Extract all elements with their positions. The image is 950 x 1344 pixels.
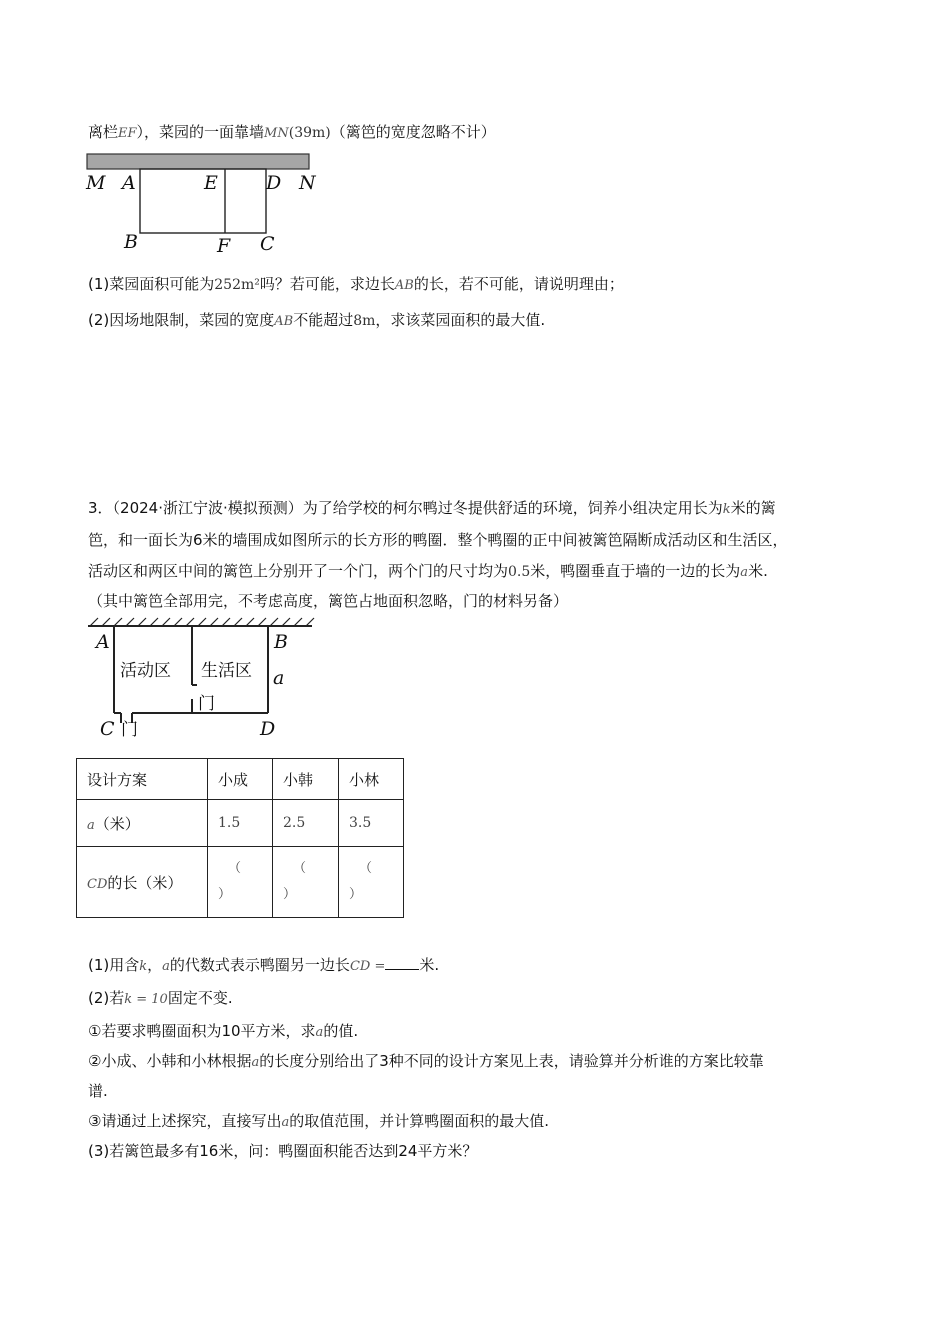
q3-sub2-cont [88, 1081, 108, 1101]
label-b: B [124, 231, 138, 253]
math-39m: (39m) [288, 125, 331, 141]
text: (1)用含 [88, 956, 140, 974]
text: ），菜园的一面靠墙 [136, 123, 265, 141]
label-d: D [260, 718, 276, 740]
q3-sub1 [88, 1021, 358, 1043]
q3-intro-line2 [88, 530, 788, 550]
math-a: a [251, 1055, 260, 1070]
q3-sub3 [88, 1111, 549, 1133]
math-a: a [162, 959, 170, 974]
header-cell: 小林 [339, 759, 404, 800]
blank-cell [208, 847, 273, 918]
wall-mn [87, 154, 309, 169]
text: 的代数式表示鸭圈另一边长 [169, 956, 350, 974]
duck-pen-figure [84, 615, 320, 743]
label-b: B [274, 631, 288, 653]
text: 的长度分别给出了3种不同的设计方案见上表，请验算并分析谁的方案比较靠 [259, 1052, 764, 1070]
text: ，求该菜园面积的最大值. [375, 311, 546, 329]
text: 的值. [323, 1022, 359, 1040]
header-cell: 小韩 [273, 759, 339, 800]
zone-activity: 活动区 [120, 661, 171, 681]
value-cell: 3.5 [339, 800, 404, 847]
math-k: k [722, 502, 731, 517]
q3-intro-line3 [88, 561, 768, 583]
math-ab: AB [394, 278, 414, 293]
text: (1)菜园面积可能为 [88, 275, 215, 293]
math-mn: MN [264, 126, 289, 141]
text: (3)若篱笆最多有16米，问：鸭圈面积能否达到24平方米？ [88, 1142, 478, 1160]
value-cell: 2.5 [273, 800, 339, 847]
q3-part2 [88, 988, 233, 1010]
text: ①若要求鸭圈面积为10平方米，求 [88, 1022, 316, 1040]
text: ， [147, 956, 163, 974]
label-m: M [86, 172, 106, 194]
text: (2)若 [88, 989, 125, 1007]
label-a: A [122, 172, 136, 194]
answer-blank[interactable] [385, 953, 419, 970]
text: 笆，和一面长为6米的墙围成如图所示的长方形的鸭圈．整个鸭圈的正中间被篱笆隔断成活动区和生活区， [88, 531, 788, 549]
text: 米，鸭圈垂直于墙的一边的长为 [530, 562, 741, 580]
wall-hatching [88, 618, 314, 626]
row-label [77, 847, 208, 918]
table-row-cd [77, 847, 404, 918]
q2-part2 [88, 310, 545, 332]
text: （米） [94, 814, 140, 833]
garden-figure [84, 150, 324, 260]
math-ef: EF [118, 126, 137, 141]
math-k: k [139, 959, 148, 974]
label-n: N [299, 172, 316, 194]
text: （其中篱笆全部用完，不考虑高度，篱笆占地面积忽略，门的材料另备） [88, 592, 569, 610]
row-label [77, 800, 208, 847]
label-e: E [204, 172, 218, 194]
value-cell: 1.5 [208, 800, 273, 847]
header-cell: 设计方案 [77, 759, 208, 800]
text: （篱笆的宽度忽略不计） [330, 123, 496, 141]
text: 吗？若可能，求边长 [259, 275, 395, 293]
math-a: a [740, 565, 749, 580]
paren-open: （ [359, 861, 373, 876]
q2-line0 [88, 122, 496, 144]
text: ③请通过上述探究，直接写出 [88, 1112, 282, 1130]
text: 米的篱 [730, 499, 776, 517]
text: 固定不变. [167, 989, 233, 1007]
table-row-header [77, 759, 404, 800]
label-c: C [100, 718, 115, 740]
math-252: 252m² [214, 277, 260, 293]
blank-cell [339, 847, 404, 918]
text: 活动区和两区中间的篱笆上分别开了一个门，两个门的尺寸均为 [88, 562, 509, 580]
door-label-middle: 门 [198, 694, 215, 714]
label-c: C [260, 233, 275, 255]
math-cd-eq: CD = [349, 959, 386, 974]
paren-close: ） [283, 887, 297, 902]
math-8m: 8m [353, 313, 376, 329]
table-row-a [77, 800, 404, 847]
math-k-10: k = 10 [124, 992, 168, 1007]
math-a: a [281, 1115, 290, 1130]
header-cell: 小成 [208, 759, 273, 800]
q2-part1 [88, 274, 624, 296]
text: ②小成、小韩和小林根据 [88, 1052, 252, 1070]
zone-living: 生活区 [201, 661, 252, 681]
label-d: D [266, 172, 282, 194]
math-a: a [315, 1025, 324, 1040]
q3-intro-line1 [88, 498, 776, 520]
paren-close: ） [218, 887, 232, 902]
text: 米. [748, 562, 768, 580]
paren-close: ） [349, 887, 363, 902]
q3-part3 [88, 1141, 477, 1161]
door-label-bottom: 门 [121, 720, 138, 740]
q3-part1 [88, 953, 439, 977]
text: 的取值范围，并计算鸭圈面积的最大值. [289, 1112, 549, 1130]
math-0-5: 0.5 [508, 564, 531, 580]
text: 米. [419, 956, 440, 974]
fence-abcd [140, 169, 266, 233]
math-cd: CD [87, 876, 108, 892]
q3-sub2 [88, 1051, 764, 1073]
blank-cell [273, 847, 339, 918]
text: (2)因场地限制，菜园的宽度 [88, 311, 275, 329]
label-f: F [217, 235, 231, 257]
text: 谱. [88, 1082, 108, 1100]
text: 的长，若不可能，请说明理由； [413, 275, 624, 293]
paren-open: （ [228, 861, 242, 876]
math-a: a [87, 817, 95, 833]
text: 不能超过 [293, 311, 354, 329]
q3-intro-line4 [88, 591, 568, 611]
label-a: A [96, 631, 110, 653]
design-plan-table [76, 758, 404, 918]
text: 3．（2024·浙江宁波·模拟预测）为了给学校的柯尔鸭过冬提供舒适的环境，饲养小组决定用长为 [88, 499, 723, 517]
text: 的长（米） [107, 873, 183, 892]
math-ab: AB [274, 314, 294, 329]
text: 离栏 [88, 123, 119, 141]
paren-open: （ [293, 861, 307, 876]
label-a-side: a [273, 667, 285, 689]
